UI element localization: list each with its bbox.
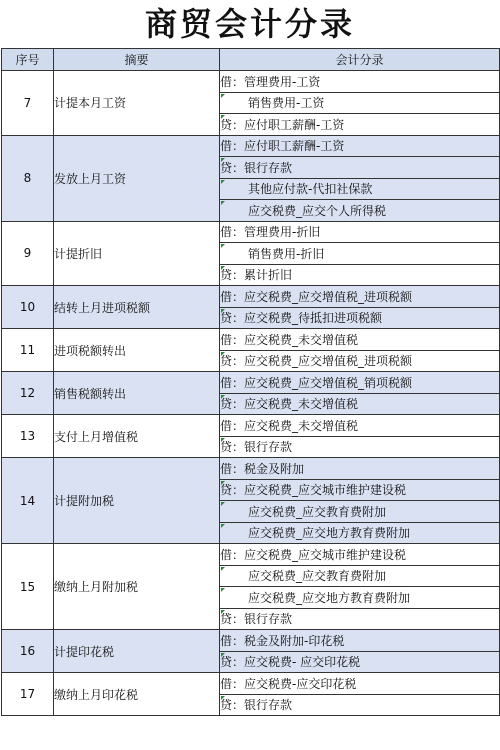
entry-line: 应交税费_应交教育费附加	[220, 565, 500, 587]
journal-entries-table	[1, 48, 500, 716]
entry-summary: 销售税额转出	[54, 372, 220, 415]
entry-line: 销售费用-折旧	[220, 243, 500, 265]
entry-line: 其他应付款-代扣社保款	[220, 178, 500, 200]
entry-seq: 10	[2, 286, 54, 329]
entry-summary: 发放上月工资	[54, 135, 220, 221]
page-title: 商贸会计分录	[144, 5, 355, 43]
entry-line: 贷：应交税费_应交城市维护建设税	[220, 479, 500, 501]
entry-seq: 13	[2, 415, 54, 458]
entry-line: 借：应交税费_应交增值税_进项税额	[220, 286, 500, 308]
table-row	[2, 71, 500, 93]
entry-line: 贷：应交税费- 应交印花税	[220, 651, 500, 673]
entry-line: 贷：应交税费_待抵扣进项税额	[220, 307, 500, 329]
entry-line: 贷：银行存款	[220, 157, 500, 179]
header-summary: 摘要	[54, 49, 220, 71]
entry-line: 应交税费_应交个人所得税	[220, 200, 500, 222]
entry-seq: 16	[2, 630, 54, 673]
table-body	[2, 71, 500, 716]
entry-line: 借：应付职工薪酬-工资	[220, 135, 500, 157]
table-row	[2, 415, 500, 437]
table-header-row	[2, 49, 500, 71]
table-row	[2, 286, 500, 308]
entry-summary: 计提附加税	[54, 458, 220, 544]
entry-seq: 11	[2, 329, 54, 372]
entry-line: 应交税费_应交教育费附加	[220, 501, 500, 523]
entry-line: 借：税金及附加-印花税	[220, 630, 500, 652]
entry-line: 贷：应付职工薪酬-工资	[220, 114, 500, 136]
entry-seq: 17	[2, 673, 54, 716]
table-row	[2, 630, 500, 652]
entry-line: 应交税费_应交地方教育费附加	[220, 587, 500, 609]
header-seq: 序号	[2, 49, 54, 71]
entry-line: 贷：银行存款	[220, 694, 500, 716]
table-row	[2, 329, 500, 351]
table-row	[2, 372, 500, 394]
entry-line: 贷：累计折旧	[220, 264, 500, 286]
entry-summary: 缴纳上月印花税	[54, 673, 220, 716]
table-row	[2, 673, 500, 695]
entry-summary: 计提本月工资	[54, 71, 220, 136]
entry-line: 借：管理费用-折旧	[220, 221, 500, 243]
table-row	[2, 221, 500, 243]
entry-summary: 计提印花税	[54, 630, 220, 673]
header-entries: 会计分录	[220, 49, 500, 71]
entry-line: 借：应交税费-应交印花税	[220, 673, 500, 695]
entry-summary: 缴纳上月附加税	[54, 544, 220, 630]
entry-seq: 12	[2, 372, 54, 415]
entry-line: 借：管理费用-工资	[220, 71, 500, 93]
entry-line: 借：应交税费_应交增值税_销项税额	[220, 372, 500, 394]
entry-seq: 7	[2, 71, 54, 136]
entry-line: 借：税金及附加	[220, 458, 500, 480]
entry-summary: 结转上月进项税额	[54, 286, 220, 329]
entry-seq: 15	[2, 544, 54, 630]
entry-line: 应交税费_应交地方教育费附加	[220, 522, 500, 544]
table-row	[2, 458, 500, 480]
table-row	[2, 544, 500, 566]
entry-seq: 14	[2, 458, 54, 544]
entry-line: 借：应交税费_应交城市维护建设税	[220, 544, 500, 566]
entry-line: 贷：银行存款	[220, 436, 500, 458]
entry-seq: 8	[2, 135, 54, 221]
table-row	[2, 135, 500, 157]
entry-line: 借：应交税费_未交增值税	[220, 329, 500, 351]
entry-summary: 支付上月增值税	[54, 415, 220, 458]
entry-line: 贷：应交税费_应交增值税_进项税额	[220, 350, 500, 372]
entry-seq: 9	[2, 221, 54, 286]
entry-line: 销售费用-工资	[220, 92, 500, 114]
entry-line: 贷：银行存款	[220, 608, 500, 630]
entry-line: 借：应交税费_未交增值税	[220, 415, 500, 437]
entry-line: 贷：应交税费_未交增值税	[220, 393, 500, 415]
entry-summary: 计提折旧	[54, 221, 220, 286]
entry-summary: 进项税额转出	[54, 329, 220, 372]
